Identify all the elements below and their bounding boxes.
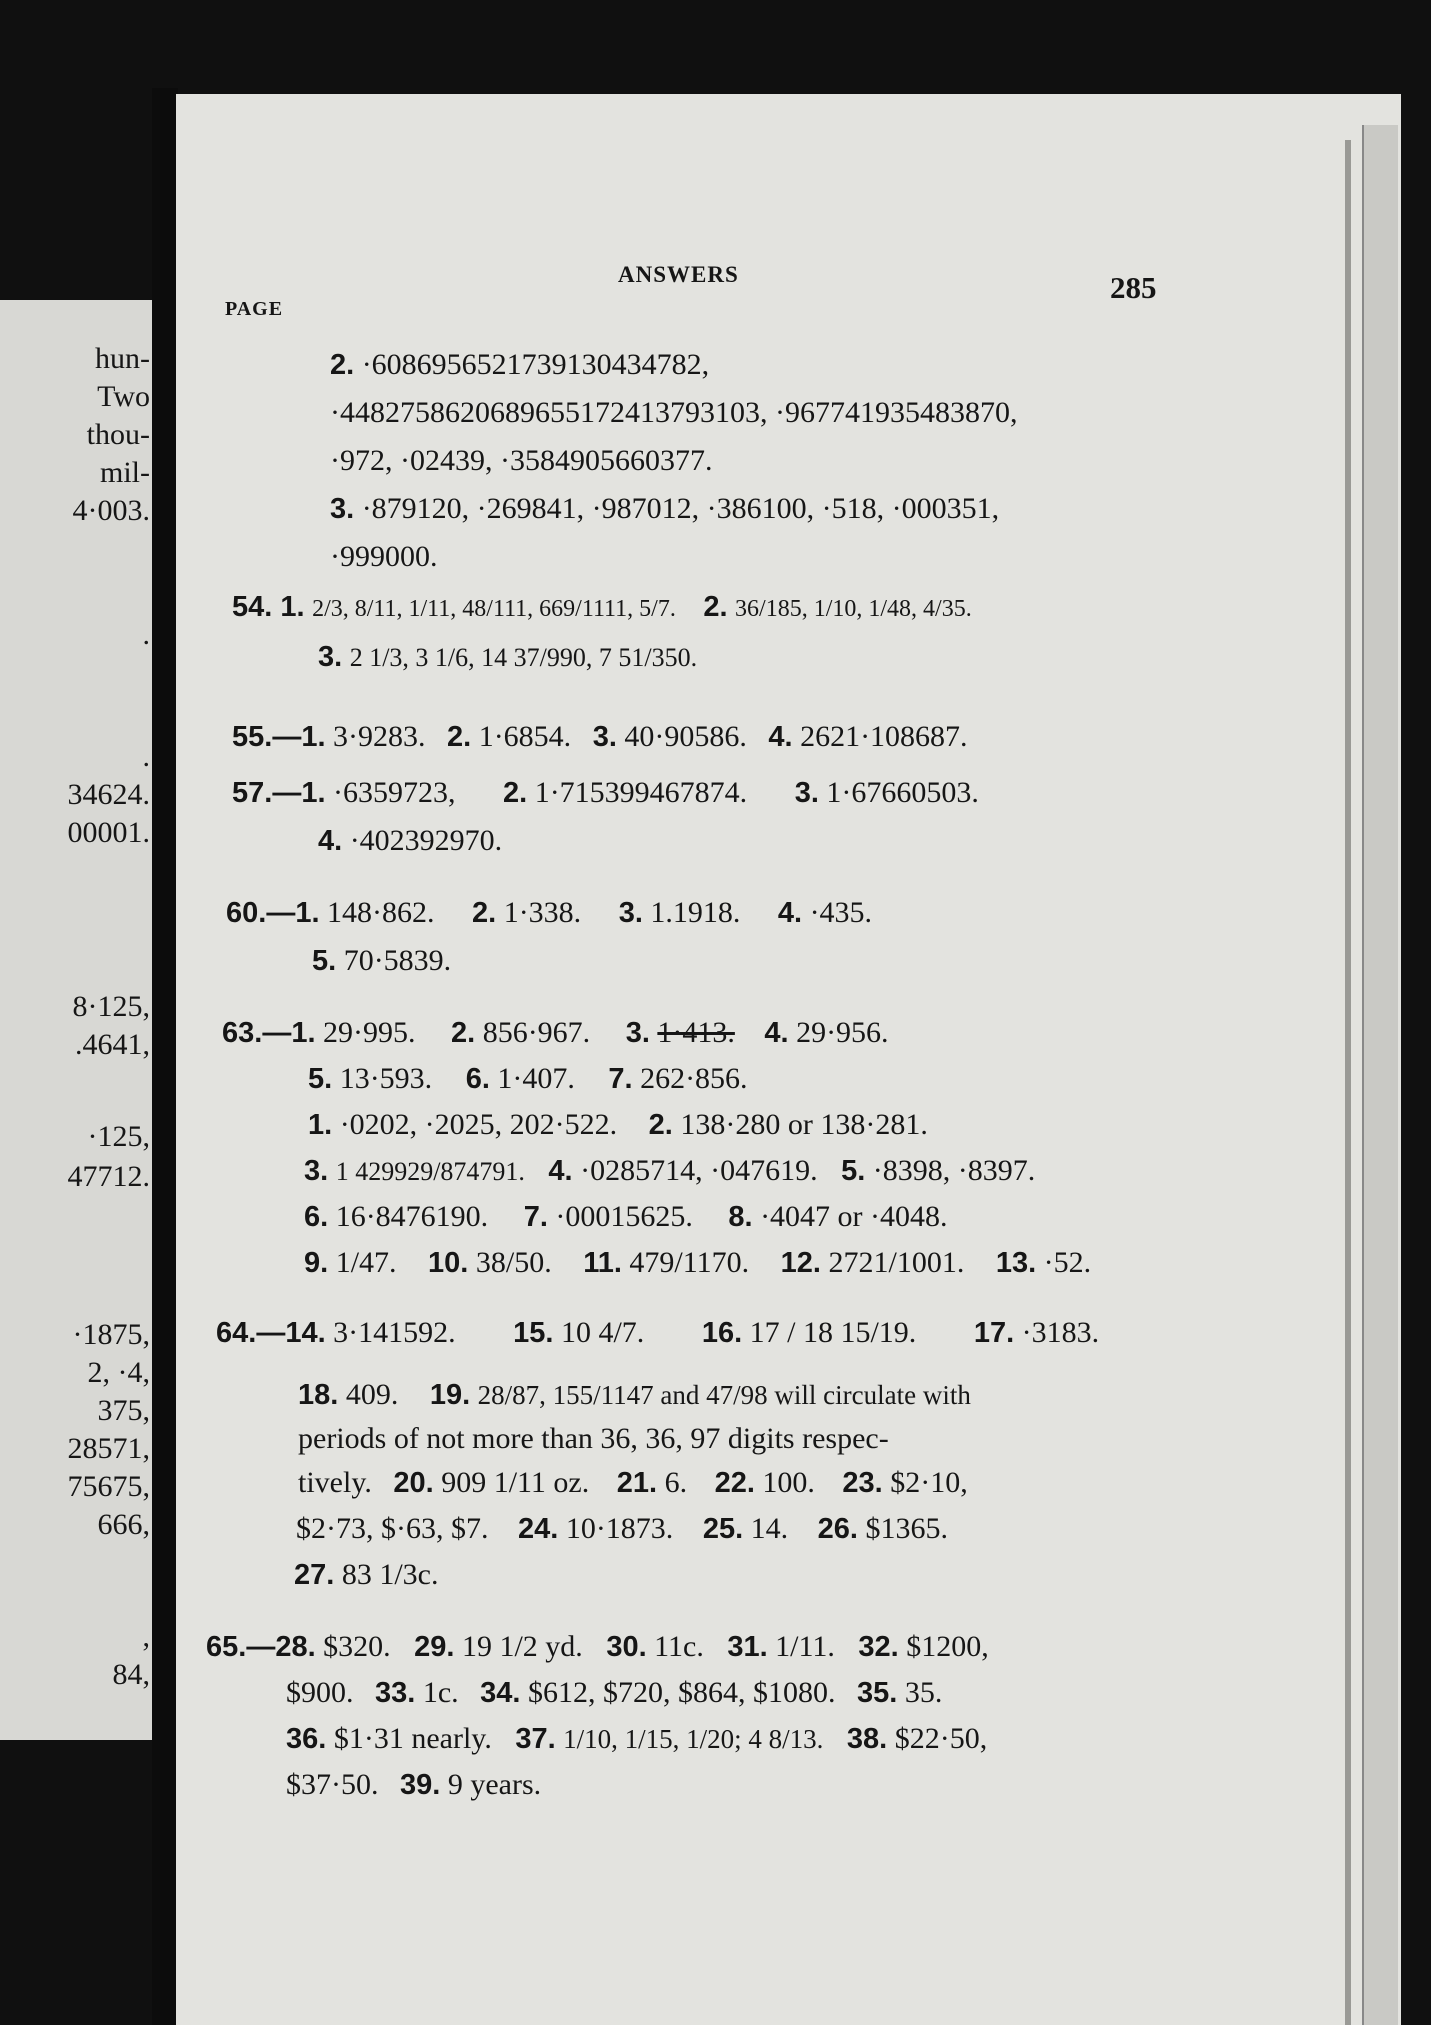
answer-label: 2. (503, 777, 528, 809)
answer-label: 24. (517, 1513, 559, 1545)
answer-label: 5. (308, 1063, 333, 1095)
running-title: ANSWERS (618, 262, 739, 287)
page-number: 285 (1110, 270, 1157, 305)
answer-label: 4. (764, 1017, 789, 1049)
book-gutter (152, 88, 178, 2025)
facing-text: 4·003. (72, 494, 150, 527)
answer-text: $22·50, (894, 1722, 988, 1755)
answer-label: 3. (330, 493, 355, 525)
answer-label: 54. 1. (232, 591, 305, 623)
facing-text: .4641, (75, 1028, 150, 1061)
answer-line (330, 398, 1017, 428)
answer-text: 17 / 18 15/19. (749, 1316, 917, 1349)
answer-label: 10. (428, 1247, 469, 1279)
answer-label: 6. (465, 1063, 490, 1095)
answer-text: 36/185, 1/10, 1/48, 4/35. (735, 596, 972, 622)
answer-label: 11. (583, 1247, 622, 1279)
answer-text: 1·67660503. (826, 776, 979, 809)
answer-text: 16·8476190. (335, 1200, 489, 1233)
answer-label: 6. (304, 1201, 329, 1233)
answer-text: 148·862. (327, 896, 435, 929)
answer-label: 5. (312, 945, 337, 977)
answer-line (330, 350, 709, 380)
answer-line (294, 1560, 438, 1590)
answer-label: 27. (294, 1559, 335, 1591)
answer-line (298, 1424, 889, 1454)
answer-label: 3. (618, 897, 643, 929)
answer-text: $2·10, (890, 1466, 968, 1499)
page-column-label: PAGE (225, 298, 284, 320)
answer-text: 1·407. (497, 1062, 575, 1095)
answer-text: $900. (286, 1676, 354, 1709)
answer-text: 28/87, 155/1147 and 47/98 will circulate with (477, 1380, 971, 1410)
answer-label: 13. (995, 1247, 1037, 1279)
answer-text: 83 1/3c. (341, 1558, 439, 1591)
answer-label: 4. (548, 1155, 573, 1187)
answer-label: 22. (714, 1467, 755, 1499)
answer-label: 7. (608, 1063, 633, 1095)
answer-text: $612, $720, $864, $1080. (527, 1676, 836, 1709)
answer-text: 11c. (654, 1630, 704, 1663)
answer-text: 2721/1001. (828, 1246, 965, 1279)
answer-label: 26. (817, 1513, 858, 1545)
answer-text: 14. (750, 1512, 789, 1545)
facing-text: . (142, 740, 150, 773)
answer-line (304, 1156, 1035, 1186)
answer-text: 2/3, 8/11, 1/11, 48/111, 669/1111, 5/7. (312, 596, 676, 622)
answer-label: 60.—1. (226, 897, 320, 929)
answer-label: 2. (648, 1109, 673, 1141)
answer-text: $320. (323, 1630, 391, 1663)
answer-text: 856·967. (482, 1016, 591, 1049)
answer-line (308, 1110, 928, 1140)
answer-text: ·0285714, ·047619. (580, 1154, 818, 1187)
answer-text: 138·280 or 138·281. (680, 1108, 928, 1141)
answer-text: 35. (904, 1676, 943, 1709)
facing-text: 75675, (67, 1470, 150, 1503)
answer-label: 29. (414, 1631, 455, 1663)
answer-line (206, 1632, 989, 1662)
answer-text: ·52. (1043, 1246, 1092, 1279)
page-edge (1362, 125, 1398, 2025)
answer-text: tively. (298, 1466, 372, 1499)
answer-text: $1·31 nearly. (333, 1722, 492, 1755)
answer-text: 9 years. (447, 1768, 542, 1801)
answer-label: 9. (304, 1247, 329, 1279)
answer-label: 38. (846, 1723, 888, 1755)
answer-label: 2. (447, 721, 472, 753)
answer-line (222, 1018, 889, 1048)
answer-label: 3. (794, 777, 819, 809)
answer-label: 25. (702, 1513, 744, 1545)
answer-line (298, 1468, 968, 1498)
answer-label: 15. (513, 1317, 554, 1349)
answer-text: 1/10, 1/15, 1/20; 4 8/13. (563, 1724, 824, 1754)
answer-label: 55.—1. (232, 721, 326, 753)
answer-label: 1. (308, 1109, 333, 1141)
answer-text: 2 1/3, 3 1/6, 14 37/990, 7 51/350. (349, 643, 698, 672)
answer-line (308, 1064, 748, 1094)
facing-text: mil- (100, 456, 150, 489)
answer-text: $37·50. (286, 1768, 379, 1801)
answer-text: 38/50. (475, 1246, 552, 1279)
answer-line (298, 1380, 971, 1410)
answer-text: 19 1/2 yd. (461, 1630, 583, 1663)
answer-label: 18. (298, 1379, 339, 1411)
answer-text: 909 1/11 oz. (441, 1466, 590, 1499)
answer-label: 21. (616, 1467, 658, 1499)
answer-text: 1.1918. (650, 896, 741, 929)
answer-text: ·879120, ·269841, ·987012, ·386100, ·518, ·000351, (361, 492, 1000, 525)
answer-label: 2. (330, 349, 355, 381)
answer-text: $1365. (865, 1512, 948, 1545)
answer-text: ·8398, ·8397. (872, 1154, 1036, 1187)
facing-text: . (142, 618, 150, 651)
answer-text: 2621·108687. (800, 720, 968, 753)
answer-text: 1c. (422, 1676, 459, 1709)
answer-text: 29·995. (323, 1016, 416, 1049)
answer-text: 6. (664, 1466, 688, 1499)
answer-text: 1 429929/874791. (335, 1157, 525, 1186)
facing-text: ·1875, (72, 1318, 150, 1351)
answer-line (296, 1514, 948, 1544)
answer-text: ·999000. (330, 540, 438, 573)
answer-text: 1·6854. (478, 720, 572, 753)
answer-text: 100. (762, 1466, 815, 1499)
answer-line (286, 1678, 942, 1708)
answer-line (330, 542, 438, 572)
answer-label: 3. (592, 721, 617, 753)
answer-text: 10·1873. (565, 1512, 674, 1545)
answer-label: 4. (318, 825, 343, 857)
answer-label: 35. (856, 1677, 898, 1709)
answer-text: ·6359723, (333, 776, 456, 809)
answer-line (286, 1724, 987, 1754)
answer-label: 2. (451, 1017, 476, 1049)
answer-text: $2·73, $·63, $7. (296, 1512, 489, 1545)
answer-text: 1/11. (775, 1630, 835, 1663)
answer-line (330, 494, 999, 524)
facing-text: thou- (86, 418, 150, 451)
answer-line (318, 642, 697, 672)
facing-text: 8·125, (72, 990, 150, 1023)
answer-text: $1200, (906, 1630, 989, 1663)
answer-line (232, 778, 979, 808)
answer-text: 479/1170. (629, 1246, 750, 1279)
answer-line (216, 1318, 1099, 1348)
answer-text: ·00015625. (555, 1200, 693, 1233)
answer-text: ·435. (809, 896, 873, 929)
facing-text: 34624. (67, 778, 150, 811)
answer-label: 36. (286, 1723, 327, 1755)
facing-text: 2, ·4, (87, 1356, 150, 1389)
answer-text: ·402392970. (349, 824, 503, 857)
answer-text: ·6086956521739130434782, (361, 348, 710, 381)
facing-text: hun- (95, 342, 150, 375)
facing-text: 84, (112, 1658, 150, 1691)
answer-label: 7. (523, 1201, 548, 1233)
answer-label: 65.—28. (206, 1631, 316, 1663)
answer-line (318, 826, 502, 856)
answer-label: 4. (777, 897, 803, 929)
answer-text: 1/47. (335, 1246, 397, 1279)
facing-page-fragment (0, 300, 160, 1740)
facing-text: , (142, 1620, 150, 1653)
answer-line (330, 446, 712, 476)
answer-text: 1·715399467874. (534, 776, 748, 809)
facing-text: 00001. (67, 816, 150, 849)
answer-label: 57.—1. (232, 777, 326, 809)
answer-line (312, 946, 451, 976)
answer-line (304, 1202, 948, 1232)
answer-label: 5. (841, 1155, 866, 1187)
facing-text: 28571, (67, 1432, 150, 1465)
answer-text: 262·856. (640, 1062, 748, 1095)
answer-text: 70·5839. (343, 944, 452, 977)
answer-text: 409. (345, 1378, 399, 1411)
answer-text: 1·338. (503, 896, 582, 929)
answer-line (286, 1770, 541, 1800)
answer-label: 32. (858, 1631, 899, 1663)
answer-label: 3. (304, 1155, 329, 1187)
answer-label: 37. (515, 1723, 556, 1755)
answer-label: 20. (393, 1467, 434, 1499)
answer-label: 39. (400, 1769, 441, 1801)
answer-text: 3·9283. (333, 720, 426, 753)
answer-label: 3. (318, 641, 343, 673)
answer-label: 4. (768, 721, 793, 753)
answer-label: 2. (703, 591, 728, 623)
facing-text: 47712. (67, 1160, 150, 1193)
answer-text: ·0202, ·2025, 202·522. (339, 1108, 618, 1141)
answer-label: 23. (842, 1467, 883, 1499)
answer-line (232, 722, 968, 752)
answer-label: 64.—14. (216, 1317, 326, 1349)
facing-text: 666, (97, 1508, 150, 1541)
answer-text: periods of not more than 36, 36, 97 digits respec- (298, 1422, 889, 1455)
answer-label: 12. (780, 1247, 821, 1279)
facing-text: 375, (97, 1394, 150, 1427)
answer-line (226, 898, 872, 928)
answer-label: 19. (429, 1379, 471, 1411)
answer-label: 16. (701, 1317, 743, 1349)
answer-label: 8. (728, 1201, 753, 1233)
answer-label: 33. (375, 1677, 416, 1709)
answer-label: 31. (727, 1631, 768, 1663)
answer-text: 40·90586. (624, 720, 747, 753)
page-edge-shadow (1345, 140, 1351, 2025)
answer-text: 1·413. (657, 1016, 735, 1049)
answer-text: ·4047 or ·4048. (760, 1200, 948, 1233)
answer-text: 29·956. (796, 1016, 889, 1049)
facing-text: Two (97, 380, 150, 413)
answer-line (304, 1248, 1091, 1278)
answer-label: 17. (973, 1317, 1015, 1349)
answer-label: 63.—1. (222, 1017, 316, 1049)
answer-label: 3. (625, 1017, 650, 1049)
answer-text: ·3183. (1021, 1316, 1100, 1349)
answer-label: 34. (480, 1677, 521, 1709)
answer-text: 13·593. (339, 1062, 433, 1095)
answer-line (232, 592, 972, 622)
answer-label: 2. (472, 897, 497, 929)
answer-text: 3·141592. (333, 1316, 456, 1349)
answer-text: 10 4/7. (560, 1316, 645, 1349)
facing-text: ·125, (87, 1120, 150, 1153)
answer-text: ·4482758620689655172413793103, ·967741935483870, (330, 396, 1018, 429)
answer-text: ·972, ·02439, ·3584905660377. (330, 444, 713, 477)
answer-label: 30. (606, 1631, 647, 1663)
